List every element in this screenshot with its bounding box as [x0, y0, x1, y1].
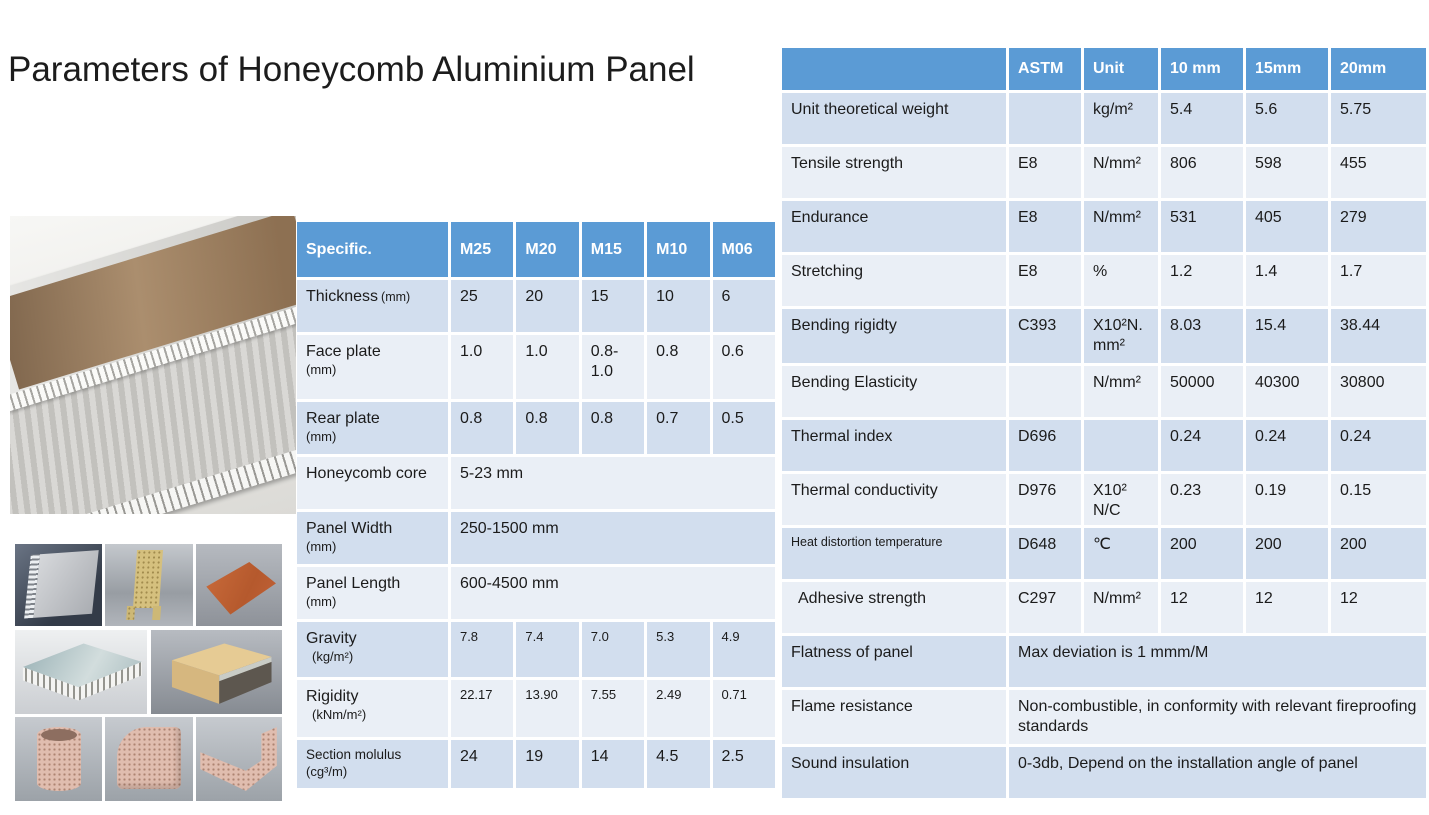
- cell-value: 250-1500 mm: [451, 512, 775, 564]
- table-row: [297, 512, 775, 564]
- table-row: [297, 622, 775, 677]
- cell-value: 0.8: [582, 402, 644, 454]
- cell-value: 4.9: [713, 622, 775, 677]
- cell-value: 5.6: [1246, 93, 1328, 144]
- cell-value: 15: [582, 280, 644, 332]
- thumb-yellow-u-channel: [105, 544, 193, 626]
- row-label: [297, 512, 448, 564]
- table-row: [782, 528, 1426, 579]
- cell-value: 19: [516, 740, 578, 788]
- astm-cell: E8: [1009, 255, 1081, 306]
- cell-value: 24: [451, 740, 513, 788]
- cell-value: 405: [1246, 201, 1328, 252]
- cell-value: 5.4: [1161, 93, 1243, 144]
- row-label-text: Gravity: [306, 630, 357, 647]
- table-row: [782, 636, 1426, 687]
- row-label-text: Section molulus: [306, 747, 402, 762]
- thumb-orange-panel: [196, 544, 282, 626]
- row-label-text: Rigidity: [306, 688, 359, 705]
- cell-value: 2.49: [647, 680, 709, 737]
- cell-value: 5-23 mm: [451, 457, 775, 509]
- row-label-text: Panel Length: [306, 575, 401, 592]
- row-label: Tensile strength: [782, 147, 1006, 198]
- cell-value: 7.55: [582, 680, 644, 737]
- row-label: Heat distortion temperature: [782, 528, 1006, 579]
- cell-value: 0.19: [1246, 474, 1328, 525]
- row-label: [297, 335, 448, 399]
- cell-value: 8.03: [1161, 309, 1243, 363]
- row-label: Endurance: [782, 201, 1006, 252]
- header-row: [297, 222, 775, 277]
- unit-cell: X10² N/C: [1084, 474, 1158, 525]
- table-row: [297, 680, 775, 737]
- specification-table-header: [297, 222, 775, 277]
- table-row: [297, 567, 775, 619]
- cell-value: 5.75: [1331, 93, 1426, 144]
- unit-cell: N/mm²: [1084, 366, 1158, 417]
- cell-value: 600-4500 mm: [451, 567, 775, 619]
- column-header: 15mm: [1246, 48, 1328, 90]
- table-row: [782, 420, 1426, 471]
- unit-cell: kg/m²: [1084, 93, 1158, 144]
- cell-value: 0.15: [1331, 474, 1426, 525]
- page-title: Parameters of Honeycomb Aluminium Panel: [8, 50, 695, 89]
- table-row: [782, 366, 1426, 417]
- cell-value: 13.90: [516, 680, 578, 737]
- main-product-photo: [10, 216, 296, 514]
- astm-table-header: [782, 48, 1426, 90]
- cell-value: 0.71: [713, 680, 775, 737]
- cell-value: 0.6: [713, 335, 775, 399]
- cell-value: 22.17: [451, 680, 513, 737]
- cell-value: 0.8-1.0: [582, 335, 644, 399]
- thumb-pink-stone-cylinder: [15, 717, 102, 801]
- row-label-text: Panel Width: [306, 520, 393, 537]
- astm-cell: D976: [1009, 474, 1081, 525]
- astm-properties-table: [779, 45, 1429, 801]
- unit-cell: %: [1084, 255, 1158, 306]
- specification-table: [294, 219, 778, 791]
- column-header: M06: [713, 222, 775, 277]
- cell-value: 30800: [1331, 366, 1426, 417]
- cell-value: 14: [582, 740, 644, 788]
- table-row: [782, 474, 1426, 525]
- cell-value: 10: [647, 280, 709, 332]
- unit-cell: ℃: [1084, 528, 1158, 579]
- thumb-blue-silver-panel: [15, 630, 147, 714]
- thumb-pink-stone-corner-panel: [196, 717, 282, 801]
- cell-value: 200: [1246, 528, 1328, 579]
- table-row: [782, 147, 1426, 198]
- cell-value: 1.0: [451, 335, 513, 399]
- column-header: M10: [647, 222, 709, 277]
- cell-value: 12: [1331, 582, 1426, 633]
- cell-value: Max deviation is 1 mmm/M: [1009, 636, 1426, 687]
- unit-cell: N/mm²: [1084, 201, 1158, 252]
- cell-value: 0.24: [1246, 420, 1328, 471]
- cell-value: 200: [1161, 528, 1243, 579]
- column-header: ASTM: [1009, 48, 1081, 90]
- cell-value: 0.8: [451, 402, 513, 454]
- astm-cell: [1009, 93, 1081, 144]
- table-row: [782, 309, 1426, 363]
- row-label: [297, 622, 448, 677]
- row-label-unit: (cg³/m): [306, 763, 348, 779]
- cell-value: 6: [713, 280, 775, 332]
- row-label: [297, 680, 448, 737]
- cell-value: 25: [451, 280, 513, 332]
- row-label: Stretching: [782, 255, 1006, 306]
- table-row: [297, 457, 775, 509]
- specification-table-body: [297, 280, 775, 788]
- row-label: [297, 740, 448, 788]
- cell-value: 200: [1331, 528, 1426, 579]
- thumb-grey-honeycomb-panel: [15, 544, 102, 626]
- cell-value: 0.5: [713, 402, 775, 454]
- cell-value: 0.7: [647, 402, 709, 454]
- row-label-unit: (mm): [306, 539, 337, 554]
- cell-value: 20: [516, 280, 578, 332]
- cell-value: 455: [1331, 147, 1426, 198]
- cell-value: 7.0: [582, 622, 644, 677]
- table-row: [782, 201, 1426, 252]
- unit-cell: N/mm²: [1084, 147, 1158, 198]
- cell-value: 1.2: [1161, 255, 1243, 306]
- row-label-text: Thickness: [306, 288, 379, 305]
- astm-cell: [1009, 366, 1081, 417]
- row-label-unit: (mm): [306, 362, 337, 377]
- astm-cell: D648: [1009, 528, 1081, 579]
- astm-cell: E8: [1009, 147, 1081, 198]
- header-row: [782, 48, 1426, 90]
- cell-value: 4.5: [647, 740, 709, 788]
- column-header: Specific.: [297, 222, 448, 277]
- cell-value: 531: [1161, 201, 1243, 252]
- cell-value: 12: [1246, 582, 1328, 633]
- astm-cell: D696: [1009, 420, 1081, 471]
- row-label: Flatness of panel: [782, 636, 1006, 687]
- table-row: [297, 335, 775, 399]
- unit-cell: [1084, 420, 1158, 471]
- row-label: Bending rigidty: [782, 309, 1006, 363]
- column-header: M15: [582, 222, 644, 277]
- astm-table-body: [782, 93, 1426, 798]
- column-header: 20mm: [1331, 48, 1426, 90]
- column-header: M20: [516, 222, 578, 277]
- row-label: [297, 457, 448, 509]
- row-label: Thermal conductivity: [782, 474, 1006, 525]
- thumb-beige-box-profile: [151, 630, 282, 714]
- cell-value: 1.4: [1246, 255, 1328, 306]
- cell-value: 2.5: [713, 740, 775, 788]
- row-label: Adhesive strength: [782, 582, 1006, 633]
- cell-value: 598: [1246, 147, 1328, 198]
- cell-value: 40300: [1246, 366, 1328, 417]
- table-row: [782, 93, 1426, 144]
- row-label-unit: (mm): [306, 594, 337, 609]
- row-label: Flame resistance: [782, 690, 1006, 744]
- column-header: Unit: [1084, 48, 1158, 90]
- astm-cell: E8: [1009, 201, 1081, 252]
- row-label: [297, 280, 448, 332]
- cell-value: 7.8: [451, 622, 513, 677]
- table-row: [782, 690, 1426, 744]
- table-row: [297, 280, 775, 332]
- row-label: Sound insulation: [782, 747, 1006, 798]
- column-header: [782, 48, 1006, 90]
- table-row: [782, 255, 1426, 306]
- row-label-text: Honeycomb core: [306, 465, 427, 482]
- cell-value: Non-combustible, in conformity with relevant fireproofing standards: [1009, 690, 1426, 744]
- row-label-unit: (mm): [306, 429, 337, 444]
- cell-value: 0.24: [1161, 420, 1243, 471]
- row-label: [297, 567, 448, 619]
- row-label-unit: (mm): [381, 290, 411, 304]
- cell-value: 1.0: [516, 335, 578, 399]
- astm-cell: C393: [1009, 309, 1081, 363]
- cell-value: 38.44: [1331, 309, 1426, 363]
- table-row: [782, 747, 1426, 798]
- row-label-text: Rear plate: [306, 410, 380, 427]
- row-label-unit: (kNm/m²): [312, 707, 367, 722]
- table-row: [297, 402, 775, 454]
- row-label: Unit theoretical weight: [782, 93, 1006, 144]
- cell-value: 12: [1161, 582, 1243, 633]
- row-label: [297, 402, 448, 454]
- table-row: [782, 582, 1426, 633]
- cell-value: 0.24: [1331, 420, 1426, 471]
- row-label: Bending Elasticity: [782, 366, 1006, 417]
- cell-value: 0.23: [1161, 474, 1243, 525]
- cell-value: 50000: [1161, 366, 1243, 417]
- cell-value: 0-3db, Depend on the installation angle of panel: [1009, 747, 1426, 798]
- row-label: Thermal index: [782, 420, 1006, 471]
- astm-cell: C297: [1009, 582, 1081, 633]
- cell-value: 1.7: [1331, 255, 1426, 306]
- cell-value: 0.8: [516, 402, 578, 454]
- column-header: M25: [451, 222, 513, 277]
- table-row: [297, 740, 775, 788]
- row-label-unit: (kg/m²): [312, 649, 354, 664]
- column-header: 10 mm: [1161, 48, 1243, 90]
- unit-cell: X10²N. mm²: [1084, 309, 1158, 363]
- cell-value: 7.4: [516, 622, 578, 677]
- cell-value: 5.3: [647, 622, 709, 677]
- row-label-text: Face plate: [306, 343, 381, 360]
- cell-value: 806: [1161, 147, 1243, 198]
- unit-cell: N/mm²: [1084, 582, 1158, 633]
- thumb-pink-stone-curved-panel: [105, 717, 193, 801]
- cell-value: 279: [1331, 201, 1426, 252]
- cell-value: 0.8: [647, 335, 709, 399]
- cell-value: 15.4: [1246, 309, 1328, 363]
